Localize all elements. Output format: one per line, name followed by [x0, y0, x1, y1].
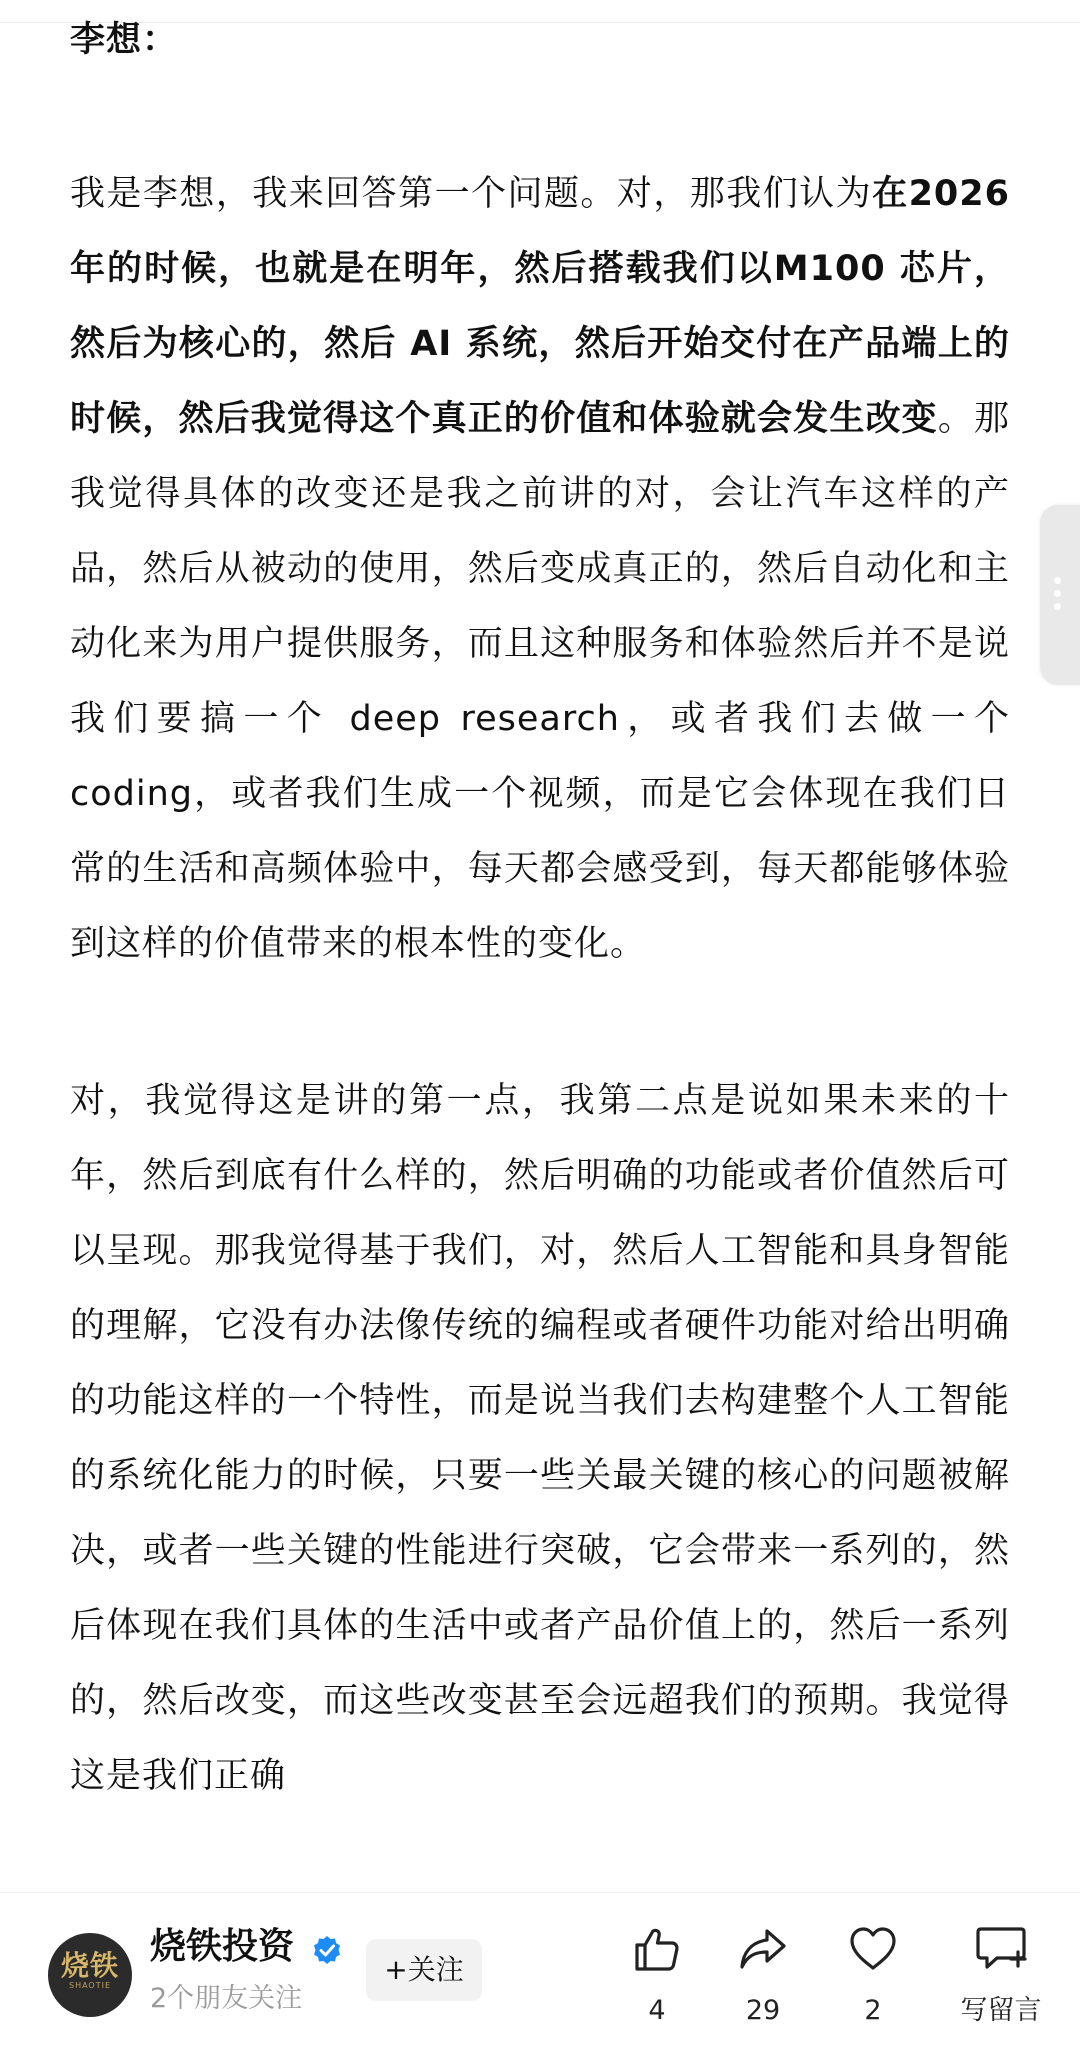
- follow-button[interactable]: +关注: [366, 1939, 482, 2001]
- more-vertical-icon: [1054, 577, 1062, 616]
- comment-add-icon: [973, 1923, 1029, 1975]
- paragraph-1-intro: 我是李想，我来回答第一个问题。对，那我们认为: [70, 174, 873, 214]
- like-count: 4: [648, 1995, 666, 2026]
- article-body: [70, 0, 1010, 1814]
- avatar-logo-text: 烧铁: [60, 1949, 119, 1982]
- paragraph-1-bold: 在2026 年的时候，也就是在明年，然后搭载我们以M100 芯片，然后为核心的，然后 AI 系统，然后开始交付在产品端上的时候，然后我觉得这个真正的价值和体验就会发生改变: [70, 174, 1010, 439]
- author-avatar[interactable]: [48, 1933, 132, 2017]
- friends-following-text: 2个朋友关注: [150, 1983, 303, 2014]
- paragraph-gap: [70, 982, 1010, 1064]
- thumbs-up-icon: [631, 1923, 683, 1975]
- share-arrow-icon: [737, 1923, 789, 1975]
- avatar-logo-subtext: SHAOTIE: [68, 1981, 112, 1990]
- paragraph-2: 对，我觉得这是讲的第一点，我第二点是说如果未来的十年，然后到底有什么样的，然后明确的功能或者价值然后可以呈现。那我觉得基于我们，对，然后人工智能和具身智能的理解，它没有办法像传统的编程或者硬件功能对给出明确的功能这样的一个特性，而是说当我们去构建整个人工智能的系统化能力的时候，只要一些关最关键的核心的问题被解决，或者一些关键的性能进行突破，它会带来一系列的，然后体现在我们具体的生活中或者产品价值上的，然后一系列的，然后改变，而这些改变甚至会远超我们的预期。我觉得这是我们正确: [70, 1081, 1010, 1796]
- heart-icon: [847, 1923, 899, 1975]
- share-button[interactable]: [718, 1923, 808, 2029]
- write-comment-label: 写留言: [960, 1995, 1042, 2026]
- favorite-button[interactable]: [828, 1923, 918, 2029]
- paragraph-1: [70, 157, 1010, 982]
- side-more-handle[interactable]: [1040, 505, 1080, 685]
- speaker-label: 李想：: [70, 20, 179, 60]
- like-button[interactable]: [612, 1923, 702, 2029]
- verified-badge-icon: [312, 1935, 342, 1965]
- paragraph-gap: [70, 75, 1010, 157]
- author-name[interactable]: 烧铁投资: [150, 1926, 295, 1967]
- write-comment-button[interactable]: [936, 1923, 1066, 2029]
- paragraph-1-rest: 。那我觉得具体的改变还是我之前讲的对，会让汽车这样的产品，然后从被动的使用，然后变成真正的，然后自动化和主动化来为用户提供服务，而且这种服务和体验然后并不是说我们要搞一个 deep research，或者我们去做一个coding，或者我们生成一个视频，而是它会体现在我们日常的生活和高频体验中，每天都会感受到，每天都能够体验到这样的价值带来的根本性的变化。: [70, 399, 1010, 964]
- bottom-action-bar: [0, 1892, 1080, 2047]
- share-count: 29: [745, 1995, 781, 2026]
- favorite-count: 2: [864, 1995, 882, 2026]
